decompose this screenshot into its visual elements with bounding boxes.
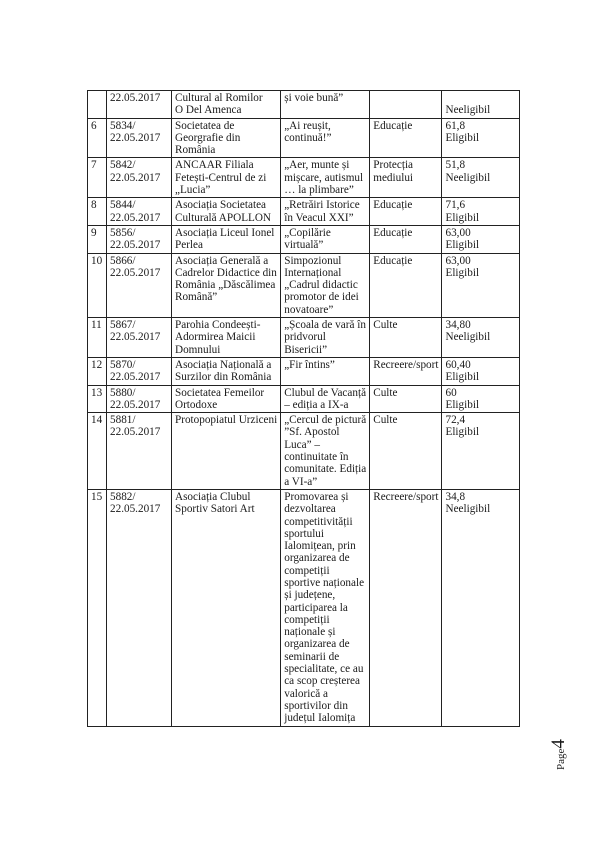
cell-line: Eligibil: [445, 131, 480, 144]
cell-line: 61,8: [445, 119, 466, 132]
cell-line: Culte: [373, 414, 398, 427]
cell-project: [281, 91, 370, 119]
cell-score: [442, 413, 520, 490]
cell-line: dezvoltarea: [284, 503, 336, 516]
cell-line: competiții: [284, 613, 330, 626]
cell-line: Culte: [373, 319, 398, 332]
cell-line: 5882/: [110, 490, 136, 503]
table-row: [88, 225, 520, 253]
cell-line: Clubul de Vacanță: [284, 386, 367, 399]
cell-organization: [172, 489, 281, 726]
cell-project: [281, 253, 370, 317]
cell-score: [442, 385, 520, 413]
cell-line: Protopopiatul Urziceni: [175, 414, 278, 427]
cell-line: 5881/: [110, 414, 136, 427]
cell-line: „Ai reușit,: [284, 119, 331, 132]
cell-line: Asociația Clubul: [175, 490, 251, 503]
cell-line: Recreere/sport: [373, 490, 439, 503]
cell-line: competitivității: [284, 515, 353, 528]
cell-line: novatoare”: [284, 303, 334, 316]
cell-line: Neeligibil: [445, 503, 491, 516]
cell-registration: [107, 225, 172, 253]
cell-registration: [107, 318, 172, 358]
cell-line: 22.05.2017: [110, 503, 161, 516]
cell-organization: [172, 158, 281, 198]
cell-domain: [370, 225, 442, 253]
cell-line: seminarii de: [284, 650, 340, 663]
cell-project: [281, 357, 370, 385]
cell-line: Culturală APOLLON: [175, 211, 272, 224]
cell-number: 15: [88, 489, 107, 726]
cell-line: Ortodoxe: [175, 398, 218, 411]
cell-line: și voie bună”: [284, 92, 344, 104]
cell-line: organizarea de: [284, 638, 350, 651]
cell-line: mișcare, autismul: [284, 171, 364, 184]
cell-line: Internațional: [284, 266, 342, 279]
cell-domain: [370, 91, 442, 119]
cell-line: 22.05.2017: [110, 171, 161, 184]
cell-line: Georgrafie din: [175, 131, 241, 144]
cell-line: 5866/: [110, 254, 136, 267]
cell-line: 22.05.2017: [110, 92, 161, 104]
table-row: [88, 158, 520, 198]
cell-line: 22.05.2017: [110, 398, 161, 411]
cell-domain: [370, 385, 442, 413]
cell-number: 6: [88, 118, 107, 158]
table-body: [88, 91, 520, 727]
cell-line: Cadrelor Didactice din: [175, 266, 277, 279]
cell-line: virtuală”: [284, 239, 324, 252]
cell-line: continuă!”: [284, 131, 332, 144]
cell-line: județul Ialomița: [284, 712, 356, 725]
cell-score: [442, 489, 520, 726]
cell-line: mediului: [373, 171, 414, 184]
cell-line: sportivilor din: [284, 699, 348, 712]
cell-registration: [107, 158, 172, 198]
cell-line: Neeligibil: [445, 171, 491, 184]
cell-line: continuitate în: [284, 451, 349, 464]
cell-number: [88, 91, 107, 119]
cell-line: Societatea Femeilor: [175, 386, 265, 399]
cell-line: Surzilor din România: [175, 371, 272, 384]
cell-line: 63,00: [445, 226, 471, 239]
cell-line: naționale și: [284, 626, 336, 639]
cell-line: Educație: [373, 254, 413, 267]
cell-score: [442, 318, 520, 358]
cell-line: 22.05.2017: [110, 131, 161, 144]
cell-line: … la plimbare”: [284, 184, 354, 197]
cell-line: „Lucia”: [175, 184, 211, 197]
cell-line: 5867/: [110, 319, 136, 332]
cell-number: 7: [88, 158, 107, 198]
cell-line: 5870/: [110, 358, 136, 371]
cell-line: România „Dăscălimea: [175, 279, 276, 292]
table-row: [88, 253, 520, 317]
cell-project: [281, 385, 370, 413]
cell-line: Sportiv Satori Art: [175, 503, 255, 516]
table-row: [88, 413, 520, 490]
cell-score: [442, 253, 520, 317]
cell-line: 60,40: [445, 358, 471, 371]
cell-project: [281, 158, 370, 198]
cell-line: 5834/: [110, 119, 136, 132]
cell-project: [281, 413, 370, 490]
cell-line: Eligibil: [445, 239, 480, 252]
cell-line: Cultural al Romilor: [175, 92, 263, 104]
cell-number: 13: [88, 385, 107, 413]
table-row: [88, 118, 520, 158]
cell-line: ca scop creșterea: [284, 675, 360, 688]
cell-line: „Școala de vară în: [284, 319, 366, 332]
cell-line: participarea la: [284, 601, 348, 614]
projects-table: [87, 90, 520, 727]
cell-line: Educație: [373, 199, 413, 212]
cell-line: sportive naționale: [284, 576, 365, 589]
cell-line: Domnului: [175, 343, 221, 356]
cell-line: organizarea de: [284, 552, 350, 565]
cell-line: „Cadrul didactic: [284, 279, 358, 292]
table-row: [88, 385, 520, 413]
cell-line: Asociația Societatea: [175, 199, 267, 212]
cell-organization: [172, 225, 281, 253]
cell-line: 22.05.2017: [110, 239, 161, 252]
cell-number: 8: [88, 198, 107, 226]
cell-score: [442, 198, 520, 226]
cell-registration: [107, 357, 172, 385]
cell-number: 12: [88, 357, 107, 385]
cell-domain: [370, 253, 442, 317]
cell-line: în Veacul XXI”: [284, 211, 354, 224]
cell-line: „Copilărie: [284, 226, 331, 239]
cell-line: Bisericii”: [284, 343, 328, 356]
table-row: [88, 198, 520, 226]
cell-line: ”Sf. Apostol: [284, 426, 340, 439]
cell-line: Luca” –: [284, 438, 320, 451]
cell-score: [442, 357, 520, 385]
cell-line: Educație: [373, 226, 413, 239]
cell-line: – ediția a IX-a: [284, 398, 349, 411]
cell-line: Ialomițean, prin: [284, 540, 356, 553]
cell-line: 22.05.2017: [110, 426, 161, 439]
cell-project: [281, 118, 370, 158]
cell-score: [442, 158, 520, 198]
cell-line: Eligibil: [445, 266, 480, 279]
cell-line: 5844/: [110, 199, 136, 212]
cell-registration: [107, 253, 172, 317]
cell-line: „Retrăiri Istorice: [284, 199, 360, 212]
cell-line: 22.05.2017: [110, 371, 161, 384]
cell-line: 63,00: [445, 254, 471, 267]
cell-registration: [107, 413, 172, 490]
cell-line: Asociația Liceul Ionel: [175, 226, 275, 239]
cell-line: 34,8: [445, 490, 466, 503]
cell-line: [373, 92, 438, 104]
cell-line: 5842/: [110, 159, 136, 172]
cell-registration: [107, 118, 172, 158]
cell-line: 71,6: [445, 199, 466, 212]
table-row: [88, 489, 520, 726]
cell-domain: [370, 118, 442, 158]
cell-organization: [172, 318, 281, 358]
cell-line: O Del Amenca: [175, 104, 242, 117]
cell-line: „Fir întins”: [284, 358, 335, 371]
cell-line: Eligibil: [445, 211, 480, 224]
cell-line: 5856/: [110, 226, 136, 239]
cell-organization: [172, 385, 281, 413]
cell-project: [281, 225, 370, 253]
cell-line: 60: [445, 386, 457, 399]
cell-line: 34,80: [445, 319, 471, 332]
cell-line: a VI-a”: [284, 475, 318, 488]
cell-line: Perlea: [175, 239, 203, 252]
cell-line: Română”: [175, 291, 218, 304]
cell-score: [442, 91, 520, 119]
cell-line: Culte: [373, 386, 398, 399]
cell-score: [442, 118, 520, 158]
cell-project: [281, 198, 370, 226]
cell-line: specialitate, ce au: [284, 663, 364, 676]
cell-domain: [370, 357, 442, 385]
cell-line: promotor de idei: [284, 291, 359, 304]
cell-line: Neeligibil: [445, 104, 491, 117]
cell-domain: [370, 413, 442, 490]
cell-line: 22.05.2017: [110, 331, 161, 344]
cell-domain: [370, 158, 442, 198]
cell-registration: [107, 198, 172, 226]
page-number-footer: [548, 739, 570, 770]
cell-line: Asociația Națională a: [175, 358, 272, 371]
cell-line: sportului: [284, 527, 324, 540]
cell-line: 22.05.2017: [110, 211, 161, 224]
cell-line: competiții: [284, 564, 330, 577]
cell-organization: [172, 413, 281, 490]
cell-line: Societatea de: [175, 119, 235, 132]
cell-number: 9: [88, 225, 107, 253]
cell-number: 10: [88, 253, 107, 317]
cell-line: 51,8: [445, 159, 466, 172]
cell-organization: [172, 118, 281, 158]
cell-line: Eligibil: [445, 371, 480, 384]
table-row: [88, 91, 520, 119]
cell-organization: [172, 198, 281, 226]
cell-line: Protecția: [373, 159, 414, 172]
cell-line: România: [175, 144, 216, 157]
cell-line: 72,4: [445, 414, 466, 427]
cell-organization: [172, 253, 281, 317]
cell-domain: [370, 318, 442, 358]
cell-line: Simpozionul: [284, 254, 342, 267]
cell-line: 5880/: [110, 386, 136, 399]
table-row: [88, 357, 520, 385]
cell-line: Promovarea și: [284, 490, 349, 503]
cell-project: [281, 489, 370, 726]
cell-line: Fetești-Centrul de zi: [175, 171, 267, 184]
cell-line: Asociația Generală a: [175, 254, 269, 267]
page-number: 4: [548, 739, 569, 749]
cell-line: valorică a: [284, 687, 329, 700]
cell-project: [281, 318, 370, 358]
cell-registration: [107, 385, 172, 413]
cell-line: Parohia Condeești-: [175, 319, 261, 332]
cell-line: pridvorul: [284, 331, 326, 344]
cell-line: „Aer, munte și: [284, 159, 350, 172]
cell-line: Eligibil: [445, 426, 480, 439]
cell-registration: [107, 91, 172, 119]
cell-registration: [107, 489, 172, 726]
cell-domain: [370, 489, 442, 726]
cell-line: Neeligibil: [445, 331, 491, 344]
cell-line: Eligibil: [445, 398, 480, 411]
cell-number: 11: [88, 318, 107, 358]
cell-line: Educație: [373, 119, 413, 132]
cell-organization: [172, 91, 281, 119]
cell-number: 14: [88, 413, 107, 490]
table-row: [88, 318, 520, 358]
cell-line: ANCAAR Filiala: [175, 159, 254, 172]
cell-line: 22.05.2017: [110, 266, 161, 279]
cell-organization: [172, 357, 281, 385]
cell-line: și județene,: [284, 589, 336, 602]
cell-line: comunitate. Ediția: [284, 463, 367, 476]
cell-line: [445, 92, 516, 104]
cell-line: Adormirea Maicii: [175, 331, 256, 344]
cell-score: [442, 225, 520, 253]
page-word: Page: [555, 748, 567, 770]
cell-domain: [370, 198, 442, 226]
cell-line: „Cercul de pictură: [284, 414, 367, 427]
cell-line: Recreere/sport: [373, 358, 439, 371]
